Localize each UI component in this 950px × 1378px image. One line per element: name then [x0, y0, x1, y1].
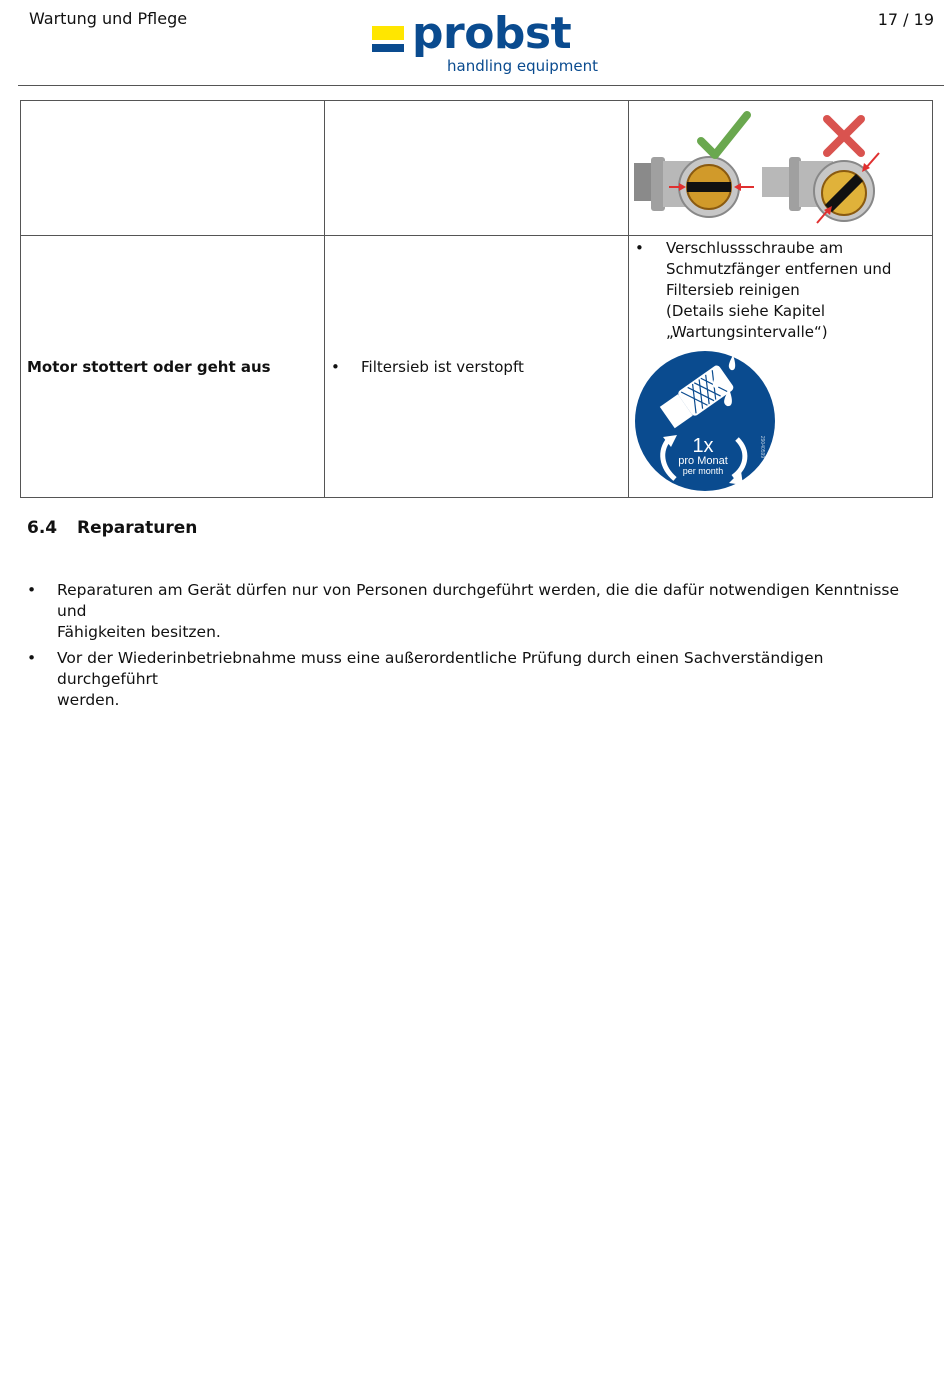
logo-wordmark: probst: [412, 8, 572, 59]
strainer-screw-illustration: [629, 101, 932, 231]
list-item: [27, 648, 907, 711]
remedy-line: (Details siehe Kapitel: [666, 302, 826, 320]
correct-orientation-figure: [634, 115, 754, 217]
table-cell-remedy: [629, 236, 933, 498]
remedy-line: „Wartungsintervalle“): [666, 323, 828, 341]
logo-yellow-bar: [372, 26, 404, 40]
header-divider: [18, 85, 944, 86]
bullet: •: [27, 649, 37, 667]
bullet: •: [331, 357, 340, 376]
list-item-line: werden.: [57, 691, 120, 709]
check-icon: [701, 115, 747, 155]
table-cell-cause: [325, 236, 629, 498]
header-section-title: Wartung und Pflege: [29, 9, 188, 28]
troubleshooting-table: [20, 100, 933, 498]
probst-logo: [372, 8, 602, 78]
table-cell-problem: [21, 236, 325, 498]
badge-count: 1x: [692, 435, 714, 457]
wrong-orientation-figure: [762, 119, 879, 223]
bullet: •: [635, 239, 644, 257]
repair-list: [27, 580, 907, 716]
table-row: [21, 236, 933, 498]
section-number: 6.4: [27, 518, 58, 538]
table-row: [21, 101, 933, 236]
page-number: 17 / 19: [877, 10, 934, 29]
logo-tagline: handling equipment: [447, 57, 599, 75]
list-item: [325, 358, 628, 376]
badge-line2: per month: [682, 466, 724, 476]
remedy-line: Filtersieb reinigen: [666, 281, 800, 299]
remedy-line: Verschlussschraube am: [666, 239, 844, 257]
list-item: [629, 236, 932, 343]
monthly-maintenance-badge: [633, 347, 783, 497]
list-item-line: Fähigkeiten besitzen.: [57, 623, 221, 641]
section-heading: [27, 518, 197, 538]
problem-text: Motor stottert oder geht aus: [27, 357, 271, 376]
cause-text: Filtersieb ist verstopft: [361, 357, 524, 376]
logo-blue-bar: [372, 44, 404, 52]
list-item-line: Reparaturen am Gerät dürfen nur von Personen durchgeführt werden, die die dafür notwendigen Kenntnisse und: [57, 581, 900, 620]
bullet: •: [27, 581, 37, 599]
cross-icon: [827, 119, 861, 153]
table-cell-empty: [21, 101, 325, 236]
badge-line1: pro Monat: [678, 455, 728, 467]
list-item-line: Vor der Wiederinbetriebnahme muss eine außerordentliche Prüfung durch einen Sachverständigen durchgeführt: [57, 649, 824, 688]
badge-code: 29040599: [759, 435, 765, 459]
remedy-line: Schmutzfänger entfernen und: [666, 260, 892, 278]
table-cell-empty: [325, 101, 629, 236]
section-title: Reparaturen: [77, 518, 198, 538]
table-cell-illustration: [629, 101, 933, 236]
list-item: [27, 580, 907, 643]
